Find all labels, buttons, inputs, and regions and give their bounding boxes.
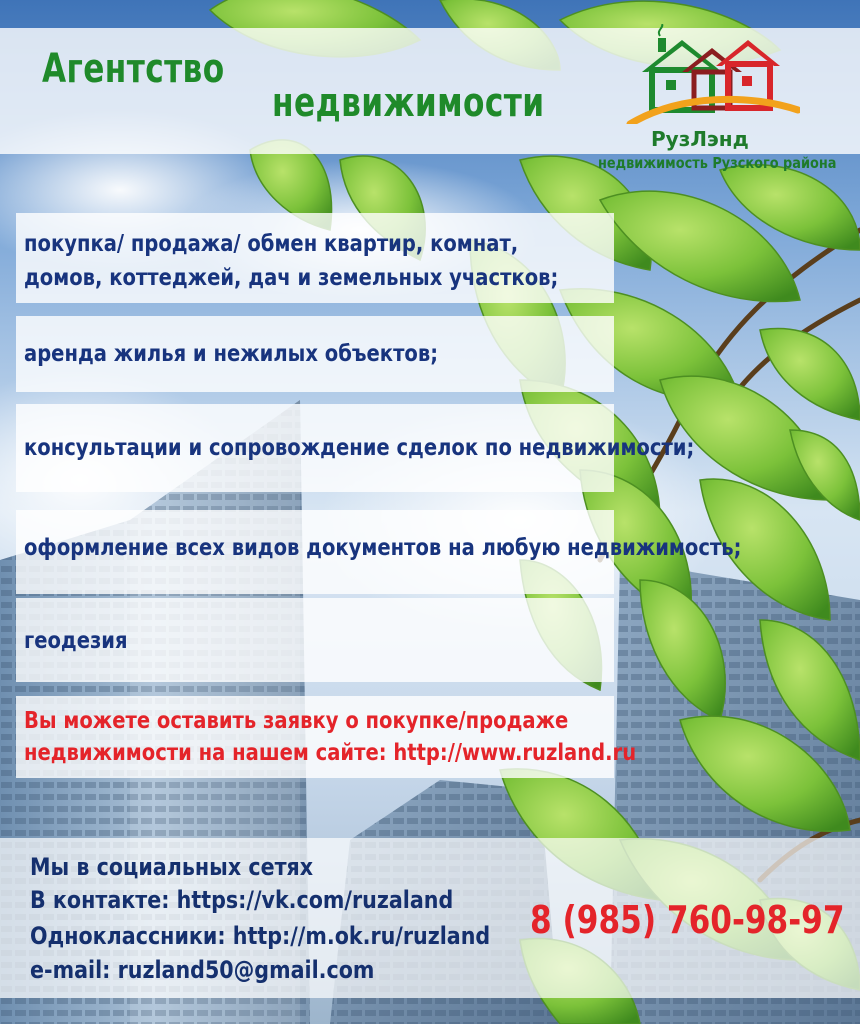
logo-tagline: недвижимость Рузского района [598,154,837,172]
service-5: геодезия [24,628,128,654]
vk-link[interactable]: В контакте: https://vk.com/ruzaland [30,886,454,914]
social-heading: Мы в социальных сетях [30,853,314,881]
service-1-line-2: домов, коттеджей, дач и земельных участков; [24,265,559,291]
cta-line-2[interactable]: недвижимости на нашем сайте: http://www.ruzland.ru [24,740,637,766]
title-line-1: Агентство [42,46,225,92]
ok-link[interactable]: Одноклассники: http://m.ok.ru/ruzland [30,922,491,950]
service-3: консультации и сопровождение сделок по недвижимости; [24,435,695,461]
service-1-line-1: покупка/ продажа/ обмен квартир, комнат, [24,231,519,257]
cta-line-1: Вы можете оставить заявку о покупке/продаже [24,708,569,734]
phone-number[interactable]: 8 (985) 760-98-97 [530,898,845,942]
logo-name: РузЛэнд [651,127,749,151]
houses-logo-icon [620,24,800,124]
title-line-2: недвижимости [272,80,545,126]
service-4: оформление всех видов документов на любую недвижимость; [24,535,742,561]
email-link[interactable]: e-mail: ruzland50@gmail.com [30,956,375,984]
service-2: аренда жилья и нежилых объектов; [24,341,439,367]
